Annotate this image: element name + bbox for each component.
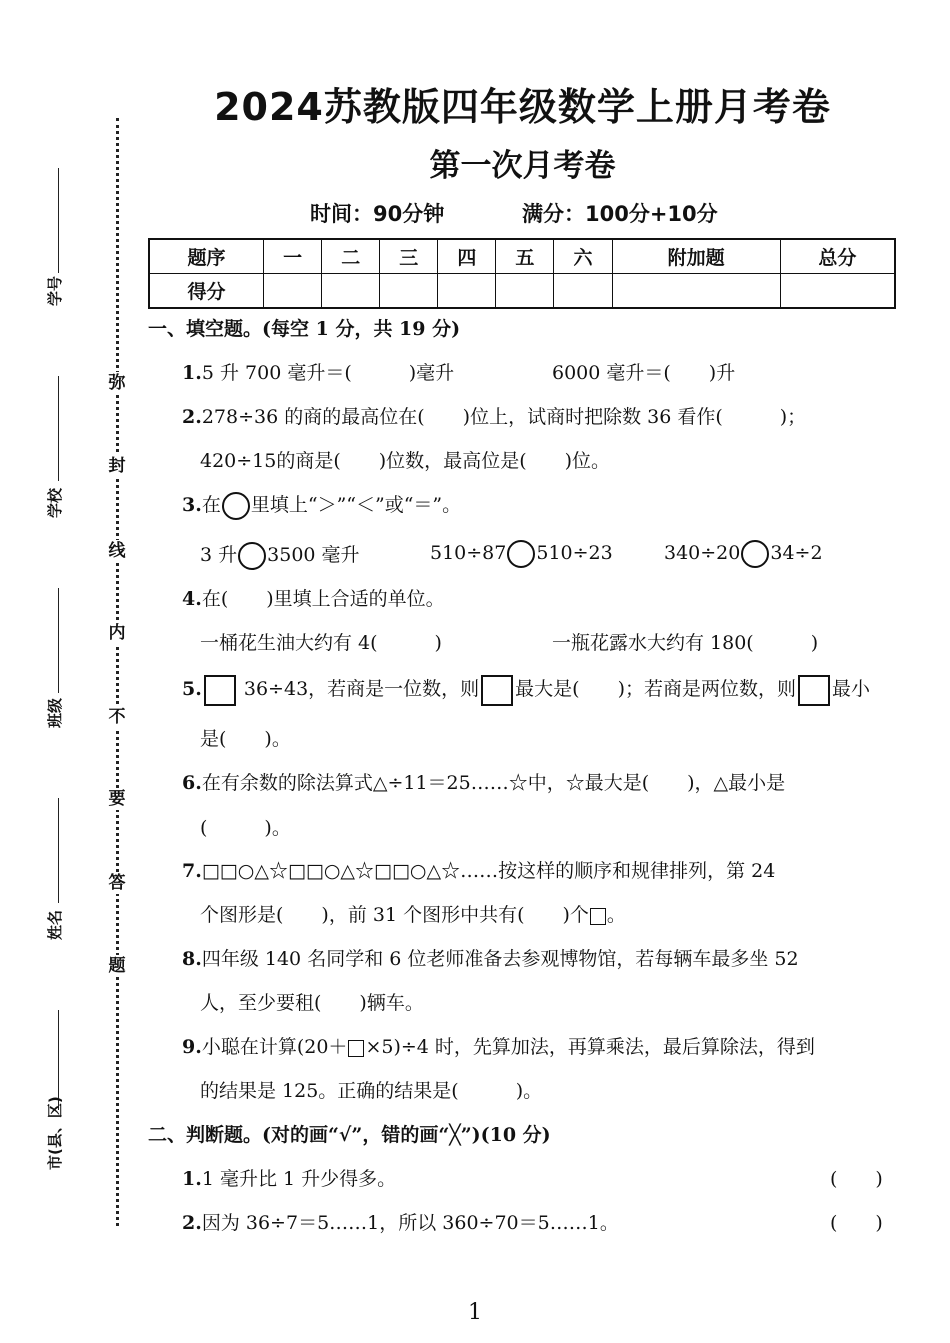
seal-char: 封 [106,455,128,477]
square-icon[interactable] [348,1040,364,1057]
header-cell: 二 [322,239,380,274]
judge-question-2 [182,1208,619,1235]
header-cell: 四 [438,239,496,274]
question-text: 里填上“＞”“＜”或“＝”。 [250,494,462,516]
exam-subtitle: 第一次月考卷 [429,148,616,184]
question-text: 在( )里填上合适的单位。 [201,588,445,610]
question-number: 4. [182,588,202,610]
question-8 [182,944,799,971]
exam-title: 2024苏教版四年级数学上册月考卷 [214,85,831,129]
question-3-compare-1 [200,540,360,570]
question-9-line2: 的结果是 125。正确的结果是( )。 [200,1080,543,1102]
score-cell[interactable] [380,274,438,309]
question-text: 在 [201,494,221,516]
question-4b: 一瓶花露水大约有 180( ) [552,632,819,654]
question-text: 278÷36 的商的最高位在( )位上，试商时把除数 36 看作( )； [201,406,807,428]
seal-dotted-line [116,118,119,1226]
compare-circle-icon [222,492,250,520]
field-line[interactable] [58,376,59,481]
row-label: 得分 [149,274,264,309]
score-cell[interactable] [496,274,554,309]
seal-char: 线 [106,540,128,562]
question-text: 小聪在计算(20＋ [201,1036,348,1058]
square-icon [590,908,606,925]
question-text: 5 升 700 毫升＝( )毫升 [201,362,455,384]
question-number: 2. [182,406,202,428]
question-2-line2: 420÷15的商是( )位数，最高位是( )位。 [200,450,611,472]
question-8-line2: 人，至少要租( )辆车。 [200,992,424,1014]
question-7-line2 [200,900,626,927]
time-label: 时间：90分钟 [310,202,445,226]
question-text: 四年级 140 名同学和 6 位老师准备去参观博物馆，若每辆车最多坐 52 [201,948,799,970]
question-4 [182,584,445,611]
question-5-line2: 是( )。 [200,728,291,750]
blank-box-icon[interactable] [204,675,236,706]
score-table-header [149,239,895,274]
question-7 [182,856,775,883]
score-cell[interactable] [780,274,895,309]
name-label: 姓名 [46,909,64,940]
question-6 [182,768,785,795]
section2-heading: 二、判断题。(对的画“√”，错的画“╳”)(10 分) [148,1124,551,1146]
question-number: 5. [182,678,202,700]
question-text: 在有余数的除法算式△÷11＝25……☆中，☆最大是( )，△最小是 [201,772,786,794]
question-text: 个图形是( )，前 31 个图形中共有( )个 [200,904,589,926]
header-cell: 总分 [780,239,895,274]
field-line[interactable] [58,1010,59,1110]
question-number: 9. [182,1036,202,1058]
header-cell: 一 [264,239,322,274]
question-3 [182,490,461,520]
student-id-label: 学号 [46,275,64,306]
question-2 [182,402,806,429]
compare-circle-icon[interactable] [507,540,535,568]
field-line[interactable] [58,798,59,903]
question-5 [182,674,870,706]
compare-circle-icon[interactable] [741,540,769,568]
question-number: 3. [182,494,202,516]
header-cell: 三 [380,239,438,274]
question-text: 因为 36÷7＝5……1，所以 360÷70＝5……1。 [201,1212,619,1234]
score-cell[interactable] [264,274,322,309]
question-number: 7. [182,860,202,882]
page-number: 1 [468,1300,482,1325]
question-number: 8. [182,948,202,970]
question-1b: 6000 毫升＝( )升 [552,362,736,384]
score-cell[interactable] [554,274,612,309]
compare-right: 510÷23 [536,542,613,564]
seal-char: 不 [106,706,128,728]
score-cell[interactable] [322,274,380,309]
question-3-compare-2 [430,540,613,568]
seal-char: 题 [106,955,128,977]
compare-right: 34÷2 [770,542,823,564]
question-number: 1. [182,1168,202,1190]
question-text: ×5)÷4 时，先算加法，再算乘法，最后算除法，得到 [365,1036,815,1058]
header-cell: 题序 [149,239,264,274]
field-line[interactable] [58,588,59,693]
score-table-row [149,274,895,309]
question-3-compare-3 [664,540,823,568]
seal-char: 要 [106,788,128,810]
question-text: 最小 [832,678,871,700]
question-text: 。 [606,904,626,926]
question-1 [182,358,454,385]
question-number: 2. [182,1212,202,1234]
question-text: □□○△☆□□○△☆□□○△☆……按这样的顺序和规律排列，第 24 [201,860,776,882]
question-6-line2: ( )。 [200,817,291,839]
answer-parentheses[interactable]: ( ) [830,1212,883,1234]
header-cell: 六 [554,239,612,274]
blank-box-icon[interactable] [481,675,513,706]
question-text: 1 毫升比 1 升少得多。 [201,1168,397,1190]
class-label: 班级 [46,697,64,728]
score-table [148,238,896,309]
compare-right: 3500 毫升 [267,544,360,566]
answer-parentheses[interactable]: ( ) [830,1168,883,1190]
question-number: 1. [182,362,202,384]
compare-left: 3 升 [200,544,238,566]
seal-char: 弥 [106,372,128,394]
compare-circle-icon[interactable] [238,542,266,570]
section1-heading: 一、填空题。(每空 1 分，共 19 分) [148,318,461,340]
compare-left: 340÷20 [664,542,741,564]
question-number: 6. [182,772,202,794]
seal-char: 内 [106,622,128,644]
header-cell: 五 [496,239,554,274]
full-score-label: 满分：100分+10分 [522,202,718,226]
header-cell: 附加题 [612,239,780,274]
question-text: 36÷43，若商是一位数，则 [237,678,480,700]
field-line[interactable] [58,168,59,273]
compare-left: 510÷87 [430,542,507,564]
blank-box-icon[interactable] [798,675,830,706]
score-cell[interactable] [438,274,496,309]
judge-question-1 [182,1164,396,1191]
score-cell[interactable] [612,274,780,309]
question-4a: 一桶花生油大约有 4( ) [200,632,442,654]
question-9 [182,1032,815,1059]
district-label: 市(县、区) [46,1096,64,1170]
school-label: 学校 [46,487,64,518]
seal-char: 答 [106,872,128,894]
question-text: 最大是( )；若商是两位数，则 [515,678,796,700]
